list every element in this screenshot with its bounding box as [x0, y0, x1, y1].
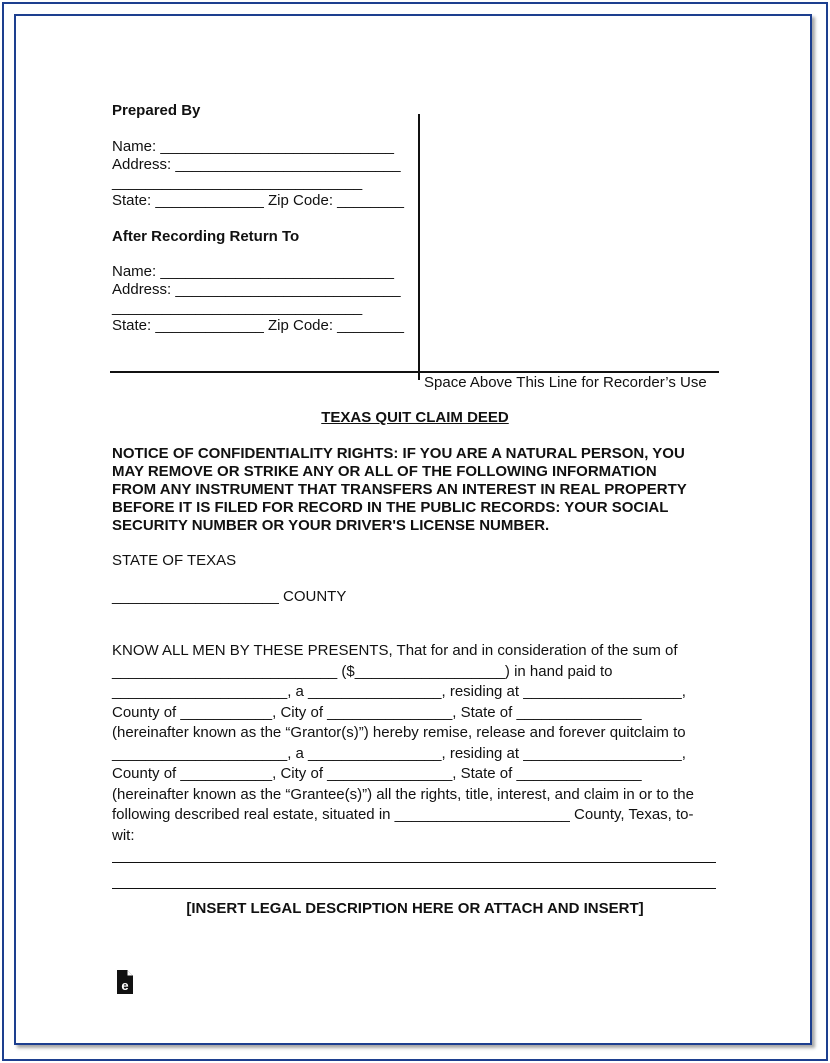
body-line-grantor-location-field[interactable]: County of ___________, City of _______________, State of _______________: [112, 704, 642, 721]
body-line-grantee-field[interactable]: _____________________, a ________________, residing at ___________________,: [112, 745, 686, 762]
legal-description-line[interactable]: [112, 888, 716, 889]
legal-description-line[interactable]: [112, 862, 716, 863]
body-line: (hereinafter known as the “Grantor(s)”) hereby remise, release and forever quitclaim to: [112, 724, 686, 741]
prepared-by-state-zip-field[interactable]: State: _____________ Zip Code: ________: [112, 192, 404, 209]
confidentiality-notice: [112, 445, 722, 535]
recorder-vertical-divider: [418, 114, 420, 380]
return-to-state-zip-field[interactable]: State: _____________ Zip Code: ________: [112, 317, 404, 334]
notice-line: NOTICE OF CONFIDENTIALITY RIGHTS: IF YOU ARE A NATURAL PERSON, YOU: [112, 445, 685, 462]
recorder-use-note: Space Above This Line for Recorder’s Use: [424, 374, 707, 391]
return-to-address-line2[interactable]: ______________________________: [112, 299, 363, 316]
return-to-name-field[interactable]: Name: ____________________________: [112, 263, 394, 280]
body-line: KNOW ALL MEN BY THESE PRESENTS, That for and in consideration of the sum of: [112, 642, 678, 659]
county-field[interactable]: ____________________ COUNTY: [112, 588, 347, 605]
recorder-horizontal-divider: [110, 371, 719, 373]
return-to-address-field[interactable]: Address: ___________________________: [112, 281, 401, 298]
body-line: wit:: [112, 827, 135, 844]
prepared-by-address-field[interactable]: Address: ___________________________: [112, 156, 401, 173]
prepared-by-name-field[interactable]: Name: ____________________________: [112, 138, 394, 155]
prepared-by-address-line2[interactable]: ______________________________: [112, 174, 363, 191]
document-title: TEXAS QUIT CLAIM DEED: [321, 409, 509, 426]
legal-description-placeholder: [INSERT LEGAL DESCRIPTION HERE OR ATTACH AND INSERT]: [186, 900, 644, 917]
logo-letter: e: [121, 978, 129, 993]
body-line-county-field[interactable]: following described real estate, situated in _____________________ County, Texas, to-: [112, 806, 694, 823]
body-line-grantee-location-field[interactable]: County of ___________, City of _______________, State of _______________: [112, 765, 642, 782]
body-line: (hereinafter known as the “Grantee(s)”) all the rights, title, interest, and claim in or to the: [112, 786, 694, 803]
notice-line: FROM ANY INSTRUMENT THAT TRANSFERS AN INTEREST IN REAL PROPERTY: [112, 481, 687, 498]
eforms-logo-icon: [116, 969, 134, 995]
state-of-texas: STATE OF TEXAS: [112, 552, 237, 569]
body-line-consideration-field[interactable]: ___________________________ ($__________________) in hand paid to: [112, 663, 613, 680]
body-line-grantor-field[interactable]: _____________________, a ________________, residing at ___________________,: [112, 683, 686, 700]
notice-line: SECURITY NUMBER OR YOUR DRIVER'S LICENSE NUMBER.: [112, 517, 550, 534]
prepared-by-heading: Prepared By: [112, 102, 201, 119]
return-to-heading: After Recording Return To: [112, 228, 300, 245]
notice-line: MAY REMOVE OR STRIKE ANY OR ALL OF THE FOLLOWING INFORMATION: [112, 463, 657, 480]
notice-line: BEFORE IT IS FILED FOR RECORD IN THE PUBLIC RECORDS: YOUR SOCIAL: [112, 499, 669, 516]
